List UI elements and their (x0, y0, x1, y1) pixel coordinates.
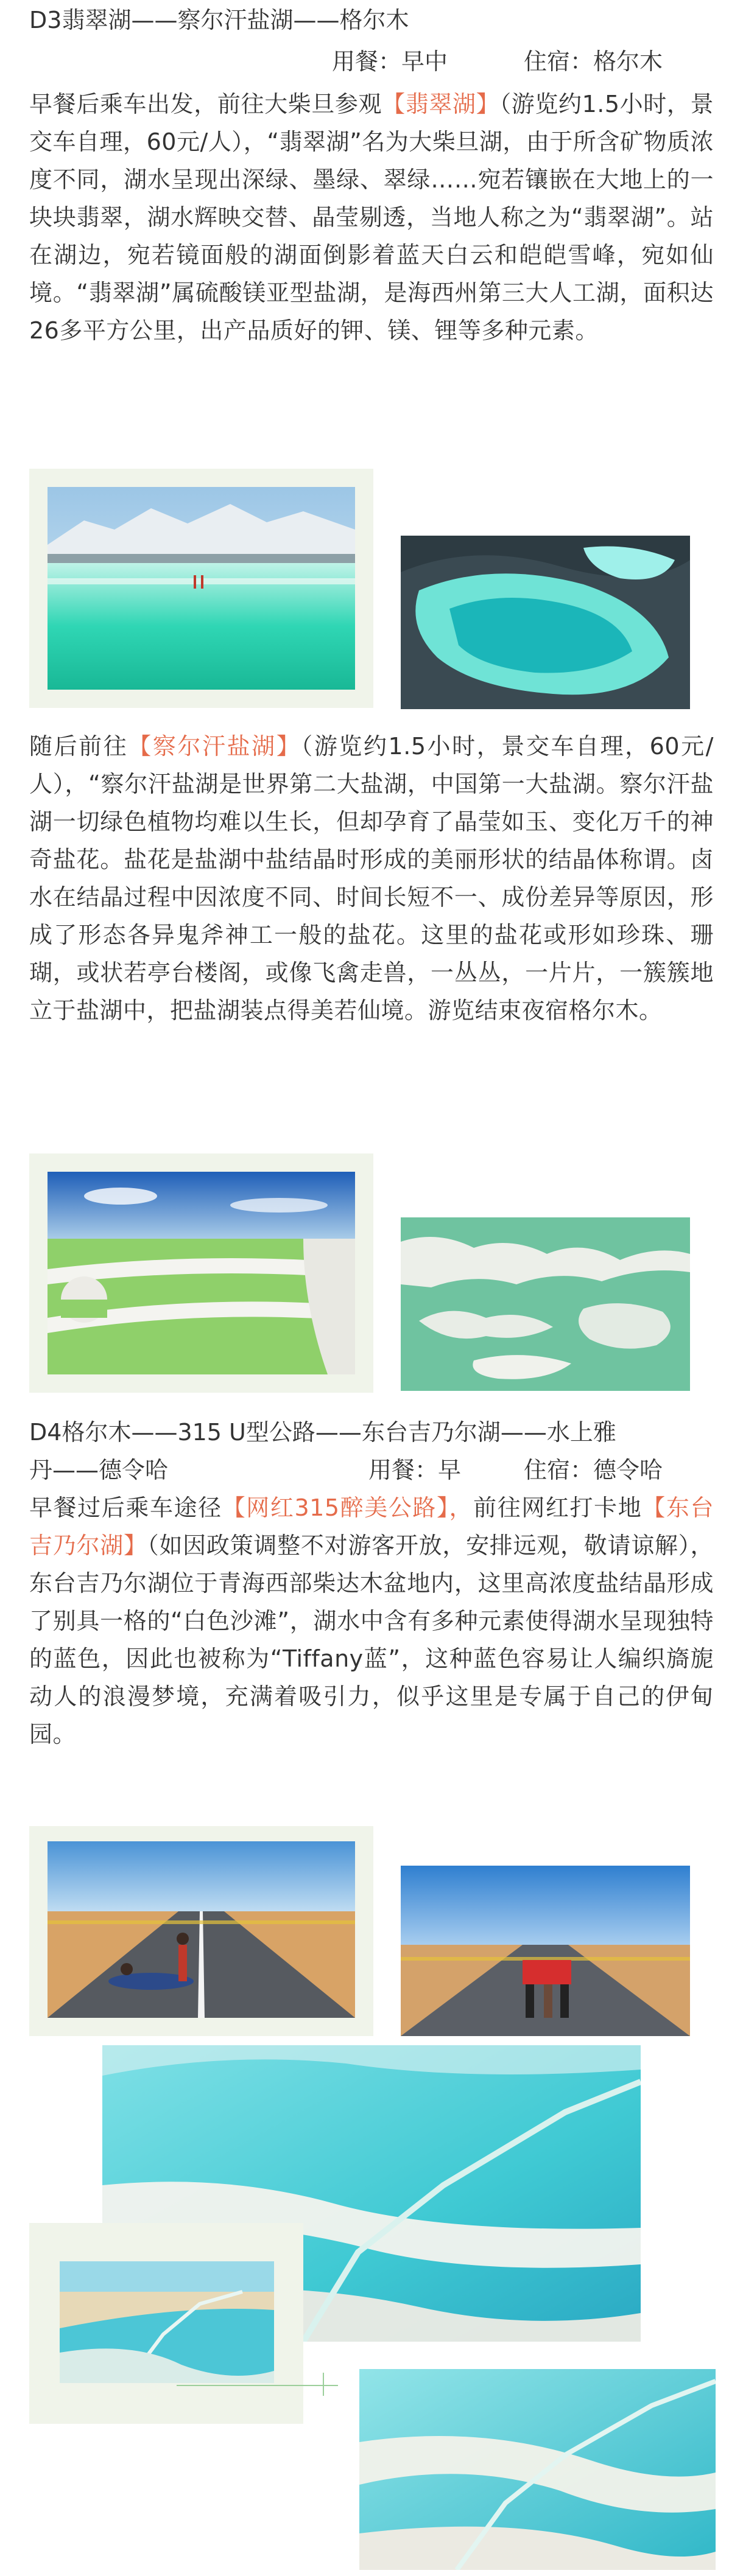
text-run: 早餐后乘车出发，前往大柴旦参观 (29, 91, 382, 117)
text-run: 前往网红打卡地 (473, 1494, 643, 1521)
road-315-photo (48, 1841, 355, 2018)
day3-title: D3翡翠湖——察尔汗盐湖——格尔木 (29, 7, 409, 33)
east-taijinar-lake-shore-photo (359, 2369, 716, 2570)
highlight-jade-lake: 【翡翠湖】 (382, 91, 500, 117)
text-run: （游览约1.5小时，景交车自理，60元/人），“察尔汗盐湖是世界第二大盐湖，中国第一大盐湖。察尔汗盐湖一切绿色植物均难以生长，但却孕育了晶莹如玉、变化万千的神奇盐花。盐花是盐湖中盐结晶时形成的美丽形状的结晶体称谓。卤水在结晶过程中因浓度不同、时间长短不一、成份差异等原因，形成了形态各异鬼斧神工一般的盐花。这里的盐花或形如珍珠、珊瑚，或状若亭台楼阁，或像飞禽走兽，一丛丛，一片片，一簇簇地立于盐湖中，把盐湖装点得美若仙境。游览结束夜宿格尔木。 (29, 733, 714, 1024)
day3-paragraph-1 (29, 85, 714, 349)
east-taijinar-lake-small-photo (60, 2261, 274, 2383)
day4-stay-label: 住宿：德令哈 (524, 1457, 663, 1483)
day4-title-line-1: D4格尔木——315 U型公路——东台吉乃尔湖——水上雅 (29, 1419, 616, 1446)
text-run: 早餐过后乘车途径 (29, 1494, 222, 1521)
highlight-qarhan-salt-lake: 【察尔汗盐湖】 (128, 733, 301, 760)
day4-paragraph-1 (29, 1489, 714, 1753)
day3-stay-label: 住宿：格尔木 (524, 48, 663, 75)
highlight-east-taijinar-lake: 【东台吉乃尔湖】 (29, 1494, 714, 1559)
day4-meal-label: 用餐：早 (368, 1457, 462, 1483)
salt-flower-photo (401, 1217, 690, 1391)
jade-lake-photo (48, 487, 355, 690)
highlight-315-road: 【网红315醉美公路】， (222, 1494, 474, 1521)
day4-title-line-2: 丹——德令哈 (29, 1457, 169, 1483)
decorative-line (177, 2385, 338, 2386)
qarhan-salt-lake-photo (48, 1172, 355, 1374)
day3-paragraph-2 (29, 727, 714, 1029)
jade-lake-aerial-photo (401, 536, 690, 709)
text-run: （如因政策调整不对游客开放，安排远观，敬请谅解），东台吉乃尔湖位于青海西部柴达木盆地内，这里高浓度盐结晶形成了别具一格的“白色沙滩”，湖水中含有多种元素使得湖水呈现独特的蓝色，因此也被称为“Tiffany蓝”，这种蓝色容易让人编织旖旎动人的浪漫梦境，充满着吸引力，似乎这里是专属于自己的伊甸园。 (29, 1532, 714, 1748)
text-run: 随后前往 (29, 733, 129, 760)
text-run: （游览约1.5小时，景交车自理，60元/人），“翡翠湖”名为大柴旦湖，由于所含矿物质浓度不同，湖水呈现出深绿、墨绿、翠绿……宛若镶嵌在大地上的一块块翡翠，湖水辉映交替、晶莹剔透，当地人称之为“翡翠湖”。站在湖边，宛若镜面般的湖面倒影着蓝天白云和皑皑雪峰，宛如仙境。“翡翠湖”属硫酸镁亚型盐湖，是海西州第三大人工湖，面积达26多平方公里，出产品质好的钾、镁、锂等多种元素。 (29, 91, 714, 344)
day3-meal-label: 用餐：早中 (332, 48, 448, 75)
road-315-group-photo (401, 1866, 690, 2036)
decorative-line (323, 2373, 324, 2396)
